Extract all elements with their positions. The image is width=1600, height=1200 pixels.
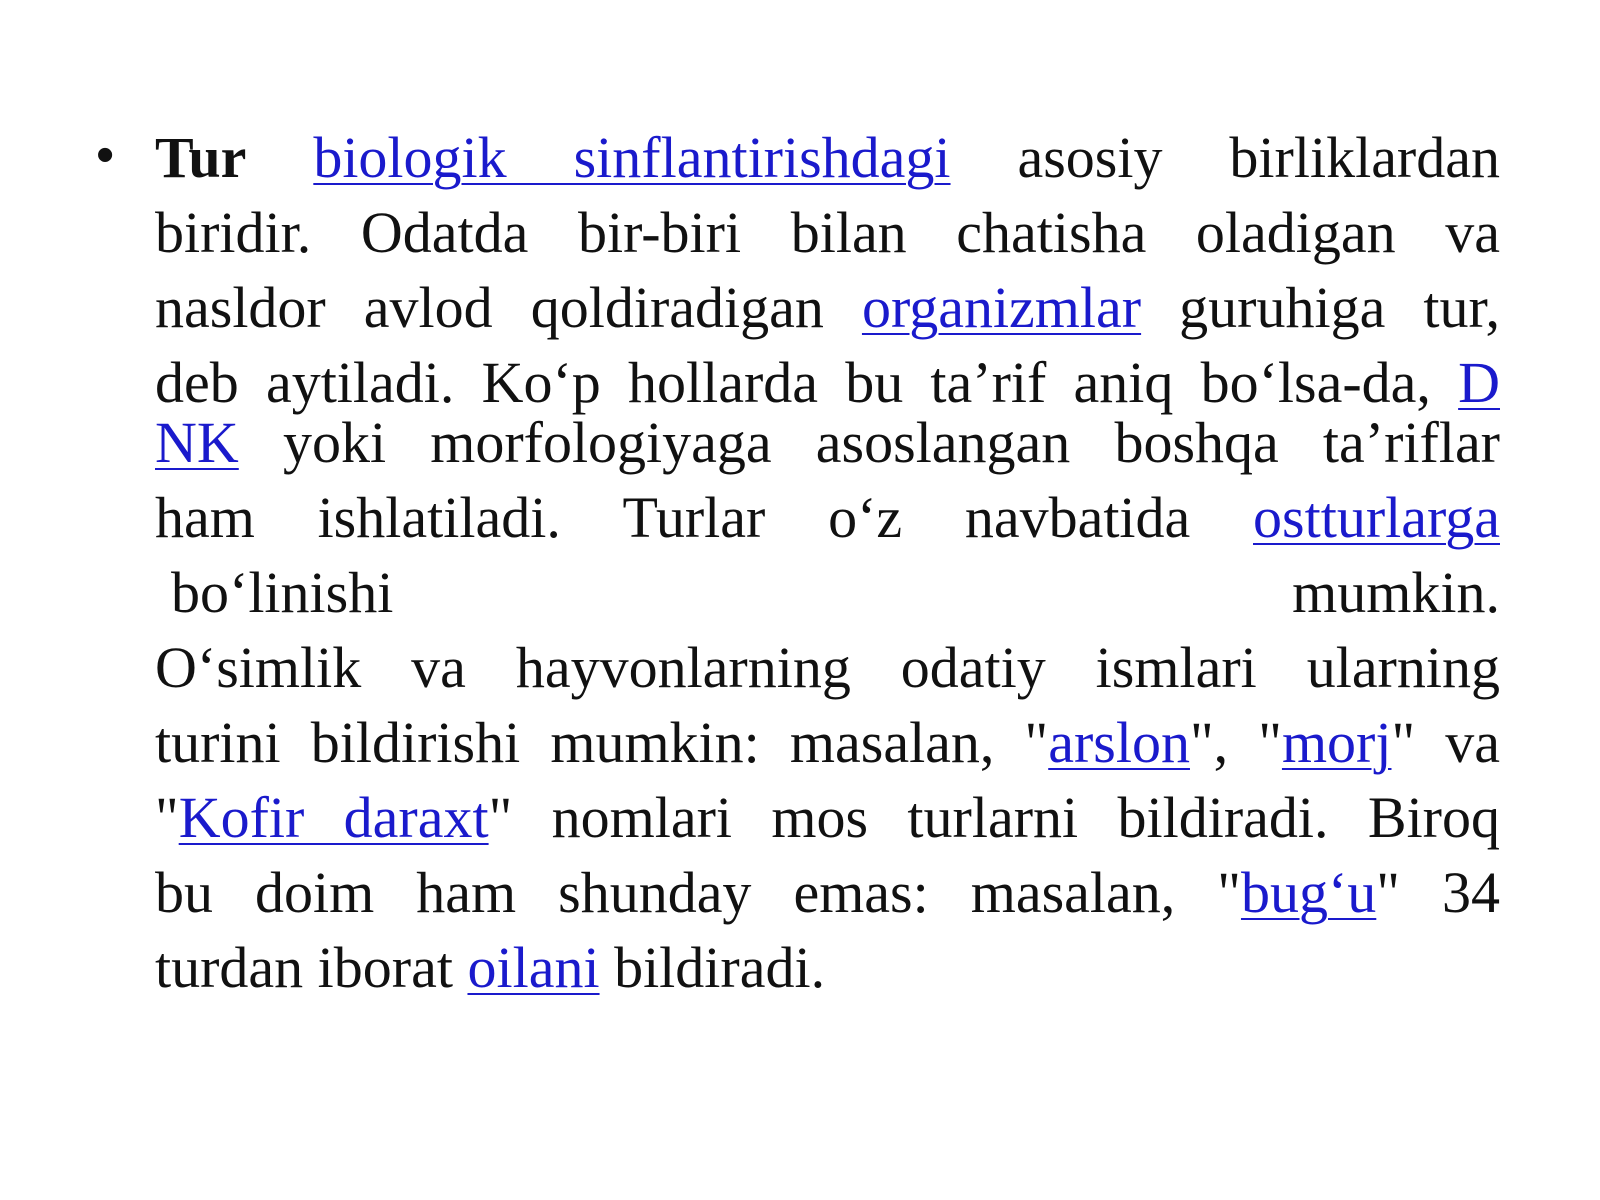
text-segment: yoki morfologiyaga asoslangan boshqa ta’riflar	[282, 410, 1500, 475]
text-line-12	[155, 930, 1500, 1005]
term-bold: Tur	[155, 125, 247, 190]
bullet-paragraph	[155, 120, 1500, 1005]
link-arslon[interactable]: arslon	[1048, 710, 1190, 775]
link-dnk-part1[interactable]: D	[1458, 350, 1500, 415]
link-dnk-part2[interactable]: NK	[155, 410, 239, 475]
link-morj[interactable]: morj	[1281, 710, 1392, 775]
link-kofir-daraxt[interactable]: Kofir daraxt	[178, 785, 489, 850]
text-line-11	[155, 855, 1500, 930]
text-line-2: biridir. Odatda bir-biri bilan chatisha oladigan va	[155, 200, 1500, 265]
text-segment: turdan iborat	[155, 935, 453, 1000]
link-ostturlarga[interactable]: ostturlarga	[1253, 485, 1500, 550]
link-bugu[interactable]: bug‘u	[1240, 860, 1377, 925]
link-oilani[interactable]: oilani	[467, 935, 600, 1000]
text-line-5	[155, 405, 1500, 480]
text-segment: bo‘linishi	[171, 560, 394, 625]
link-organizmlar[interactable]: organizmlar	[861, 275, 1142, 340]
text-line-6	[155, 480, 1500, 555]
text-line-9	[155, 705, 1500, 780]
text-segment: mumkin.	[1292, 560, 1500, 625]
text-line-3	[155, 270, 1500, 345]
bullet-icon: •	[96, 126, 115, 184]
text-line-8: O‘simlik va hayvonlarning odatiy ismlari ularning	[155, 635, 1500, 700]
text-line-10	[155, 780, 1500, 855]
text-segment: nasldor avlod qoldiradigan	[155, 275, 824, 340]
text-line-4	[155, 345, 1500, 415]
text-segment: birliklardan	[1229, 125, 1500, 190]
text-line-7	[155, 555, 1500, 630]
text-segment: "	[155, 785, 179, 850]
link-biologik-sinflantirishdagi[interactable]: biologik sinflantirishdagi	[313, 125, 951, 190]
text-segment: asosiy	[1017, 125, 1163, 190]
text-segment: bu doim ham shunday emas: masalan, "	[155, 860, 1241, 925]
text-segment: " va	[1391, 710, 1501, 775]
text-segment: turini bildirishi mumkin: masalan, "	[155, 710, 1049, 775]
text-segment: " nomlari mos turlarni bildiradi. Biroq	[488, 785, 1500, 850]
text-segment: ham ishlatiladi. Turlar o‘z navbatida	[155, 485, 1191, 550]
text-segment: guruhiga tur,	[1179, 275, 1500, 340]
text-segment: bildiradi.	[614, 935, 826, 1000]
text-segment: " 34	[1376, 860, 1500, 925]
text-segment: ", "	[1189, 710, 1282, 775]
text-segment: deb aytiladi. Ko‘p hollarda bu ta’rif aniq bo‘lsa-da,	[155, 350, 1431, 415]
text-line-1	[155, 120, 1500, 195]
